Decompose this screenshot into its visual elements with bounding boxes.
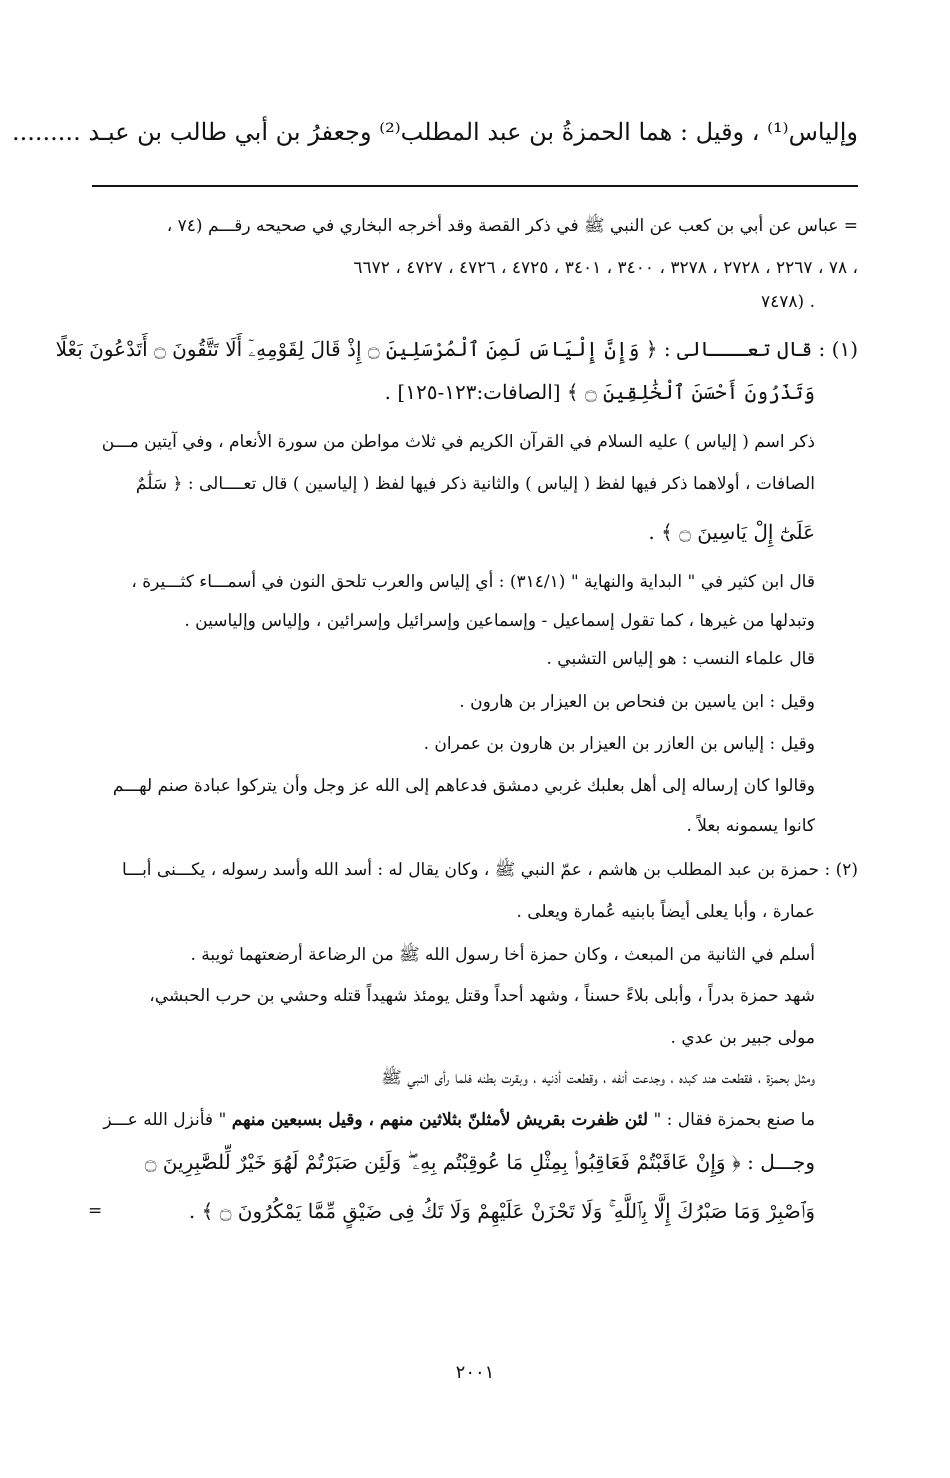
footnote-2-line-2: عمارة ، وأبا يعلى أيضاً بابنيه عُمارة ويعلى .: [516, 902, 815, 922]
footnote-1-para-3: قال علماء النسب : هو إلياس التشبي .: [546, 649, 815, 669]
footnote-continuation-line-2: ٧٨ ، ٢٢٦٧ ، ٢٧٢٨ ، ٣٢٧٨ ، ٣٤٠٠ ، ٣٤٠١ ، ٤٧٢٥ ، ٤٧٢٦ ، ٤٧٢٧ ، ٦٦٧٢ ،: [353, 258, 858, 278]
page-number: ٢٠٠١: [455, 1362, 495, 1383]
footnote-1-para-1-line-2: الصافات ، أولاهما ذكر فيها لفظ ( إلياس ) والثانية ذكر فيها لفظ ( إلياسين ) قال تعــــالى : ﴿ سَلَٰمٌ: [135, 474, 815, 494]
footnote-2-para-3-line-1: ومثل بحمزة ، فقطعت هند كبده ، وجدعت أنفه ، وقطعت أذنيه ، وبقرت بطنه فلما رأى النبي ﷺ: [381, 1068, 815, 1088]
footnote-2-para-2-line-2: مولى جبير بن عدي .: [670, 1028, 815, 1048]
footnote-continuation-line-1: = عباس عن أبي بن كعب عن النبي ﷺ في ذكر القصة وقد أخرجه البخاري في صحيحه رقـــم (٧٤ ،: [166, 216, 858, 236]
footnote-continuation-mark: =: [88, 1201, 103, 1221]
footnote-1-para-4: وقيل : ابن ياسين بن فنحاص بن العيزار بن هارون .: [459, 692, 815, 712]
footnote-continuation-line-3: ٧٤٧٨) .: [761, 292, 815, 312]
footnote-1-para-2-line-2: وتبدلها من غيرها ، كما تقول إسماعيل - وإسماعين وإسرائيل وإسرائين ، وإلياس وإلياسين .: [184, 611, 815, 631]
footnote-2-line-1: (٢) : حمزة بن عبد المطلب بن هاشم ، عمّ النبي ﷺ ، وكان يقال له : أسد الله وأسد رسوله ، يكـــنى أبـــا: [121, 860, 858, 880]
main-text-line: وإلياس⁽¹⁾ ، وقيل : هما الحمزةُ بن عبد المطلب⁽²⁾ وجعفرُ بن أبي طالب بن عبـد .........: [12, 118, 858, 146]
footnote-1-para-5: وقيل : إلياس بن العازر بن العيزار بن هارون بن عمران .: [423, 734, 815, 754]
footnote-2-para-3-line-2-suffix: " فأنزل الله عـــز: [103, 1110, 227, 1130]
footnote-2-para-1: أسلم في الثانية من المبعث ، وكان حمزة أخا رسول الله ﷺ من الرضاعة أرضعتهما ثويبة .: [190, 945, 815, 965]
footnote-1-para-1-line-3: عَلَىٰٓ إِلْ يَاسِينَ ۝ ﴾ .: [648, 520, 815, 544]
footnote-1-para-6-line-2: كانوا يسمونه بعلاً .: [686, 816, 815, 836]
footnote-2-hadith-quote: لئن ظفرت بقريش لأمثلنّ بثلاثين منهم ، وقيل بسبعين منهم: [231, 1110, 649, 1130]
footnote-2-para-2-line-1: شهد حمزة بدراً ، وأبلى بلاءً حسناً ، وشهد أحداً وقتل يومئذ شهيداً قتله وحشي بن حرب الحبشي،: [149, 986, 815, 1006]
footnote-1-para-1-line-1: ذكر اسم ( إلياس ) عليه السلام في القرآن الكريم في ثلاث مواطن من سورة الأنعام ، وفي آيتين مـــن: [101, 432, 815, 452]
footnote-separator: [92, 185, 858, 187]
footnote-1-para-2-line-1: قال ابن كثير في " البداية والنهاية " (٣١٤/١) : أي إلياس والعرب تلحق النون في أسمـــاء كثـــيرة ،: [131, 572, 815, 592]
footnote-2-quran-line-2: وَٱصْبِرْ وَمَا صَبْرُكَ إِلَّا بِٱللَّهِ ۚ وَلَا تَحْزَنْ عَلَيْهِمْ وَلَا تَكُ فِى ضَيْقٍ مِّمَّا يَمْكُرُونَ ۝ ﴾ .: [188, 1199, 815, 1223]
footnote-2-para-3-line-2-prefix: ما صنع بحمزة فقال : ": [653, 1110, 815, 1130]
footnote-1-quran-line-1: (١) : قال تعـــالى : ﴿ وَإِنَّ إِلْيَاسَ لَمِنَ ٱلْمُرْسَلِينَ ۝ إِذْ قَالَ لِقَوْمِهِۦٓ أَلَا تَتَّقُونَ ۝ أَتَدْعُونَ بَعْلًا: [55, 337, 858, 361]
footnote-1-quran-line-2: وَتَذَرُونَ أَحْسَنَ ٱلْخَٰلِقِينَ ۝ ﴾ [الصافات:١٢٣-١٢٥] .: [384, 380, 815, 404]
footnote-2-para-3-line-2: [92, 1106, 815, 1134]
footnote-1-para-6-line-1: وقالوا كان إرساله إلى أهل بعلبك غربي دمشق فدعاهم إلى الله عز وجل وأن يتركوا عبادة صنم لهـــم: [112, 776, 815, 796]
footnote-2-quran-line-1: وجـــل : ﴿ وَإِنْ عَاقَبْتُمْ فَعَاقِبُوا۟ بِمِثْلِ مَا عُوقِبْتُم بِهِۦ ۖ وَلَئِن صَبَرْتُمْ لَهُوَ خَيْرٌ لِّلصَّٰبِرِينَ ۝: [144, 1150, 815, 1174]
